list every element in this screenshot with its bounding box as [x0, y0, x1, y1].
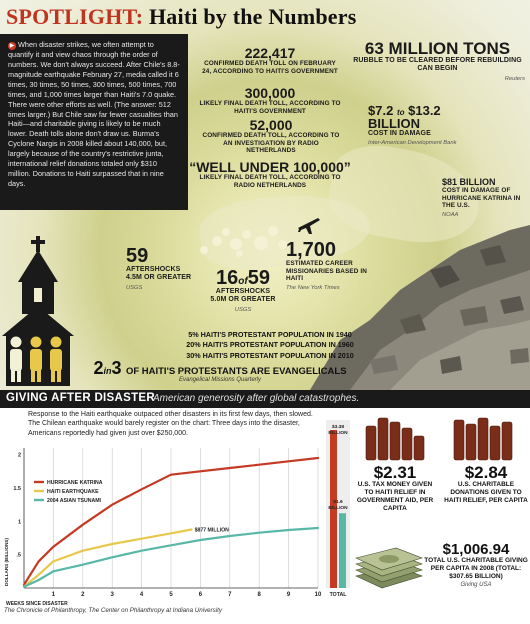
- cost-source: Inter-American Development Bank: [368, 140, 457, 147]
- aftershocks5-b: 59: [247, 267, 270, 289]
- evangelicals-in: in: [103, 366, 112, 376]
- total-giving-stat: [422, 542, 530, 588]
- annotation-label: $877 MILLION: [194, 527, 229, 534]
- toll-radio-netherlands: [198, 118, 344, 155]
- aftershocks5-source: USGS: [234, 306, 252, 313]
- aftershocks5-of: of: [238, 276, 248, 287]
- chart-intro: Response to the Haiti earthquake outpaced other disasters in its first few days, then slowed. The Chilean earthquake would barely register on the chart: Three days into the disaster, Americans reportedly had given just over $250,000.: [28, 411, 313, 437]
- protestant-line: 30% HAITI'S PROTESTANT POPULATION IN 2010: [186, 350, 354, 360]
- protestant-line: 20% HAITI'S PROTESTANT POPULATION IN 1960: [186, 340, 354, 350]
- katrina-value: $81 BILLION: [442, 177, 496, 187]
- giving-title: GIVING AFTER DISASTER: [6, 392, 155, 404]
- rubble-desc: RUBBLE TO BE CLEARED BEFORE REBUILDING CAN BEGIN: [353, 57, 522, 73]
- toll-desc: LIKELY FINAL DEATH TOLL, ACCORDING TO HAITI'S GOVERNMENT: [199, 100, 341, 115]
- total-bar-label: BILLION: [328, 506, 348, 512]
- tax-stat: [356, 464, 434, 514]
- toll-desc: CONFIRMED DEATH TOLL ON FEBRUARY 24, ACCORDING TO HAITI'S GOVERNMENT: [202, 60, 338, 75]
- aftershock-dot: [254, 236, 268, 250]
- x-tick-label: 7: [228, 592, 232, 598]
- total-bar: [339, 513, 346, 588]
- toll-value: 222,417: [244, 45, 296, 61]
- katrina-desc: COST IN DAMAGE OF HURRICANE KATRINA IN THE U.S.: [442, 187, 521, 210]
- credits: The Chronicle of Philanthropy, The Center on Philanthropy at Indiana University: [4, 607, 222, 614]
- x-tick-label: 2: [81, 592, 85, 598]
- aftershock-dot: [222, 228, 230, 236]
- x-tick-label: 1: [51, 592, 56, 598]
- cost-stat: [368, 104, 458, 146]
- aftershock-dot: [212, 236, 222, 246]
- aftershock-dot: [268, 226, 278, 236]
- protestant-percentages: [120, 330, 420, 361]
- toll-desc: LIKELY FINAL DEATH TOLL, ACCORDING TO RADIO NETHERLANDS: [199, 174, 341, 189]
- missionaries-value: 1,700: [286, 239, 337, 261]
- total-giving-source: Giving USA: [460, 582, 492, 589]
- rubble-stat: [350, 40, 525, 82]
- protestant-line: 5% HAITI'S PROTESTANT POPULATION IN 1940: [188, 330, 352, 339]
- rubble-value: 63 MILLION TONS: [364, 39, 511, 58]
- tax-desc: U.S. TAX MONEY GIVEN TO HAITI RELIEF IN GOVERNMENT AID, PER CAPITA: [356, 481, 434, 513]
- evangelicals-b: 3: [111, 358, 122, 378]
- x-tick-label: 3: [110, 592, 114, 598]
- toll-value: 52,000: [249, 117, 293, 133]
- aftershocks-stat: [126, 246, 196, 291]
- legend-label: HURRICANE KATRINA: [47, 480, 103, 486]
- toll-desc: CONFIRMED DEATH TOLL, ACCORDING TO AN INVESTIGATION BY RADIO NETHERLANDS: [202, 132, 340, 155]
- missionaries-source: The New York Times: [286, 285, 340, 292]
- tax-value: $2.31: [373, 463, 417, 482]
- x-tick-label: 6: [198, 592, 203, 598]
- giving-subtitle: American generosity after global catastrophes.: [153, 393, 360, 404]
- cost-value-b: $13.2: [408, 103, 441, 118]
- charity-value: $2.84: [464, 463, 508, 482]
- aftershock-dot: [200, 246, 208, 254]
- legend-label: 2004 ASIAN TSUNAMI: [47, 498, 101, 504]
- coin-stack-icon: [364, 416, 434, 462]
- people-icon: [4, 334, 68, 384]
- aftershocks-source: USGS: [126, 284, 143, 291]
- total-bar-label: BILLION: [328, 431, 348, 436]
- cost-to: to: [396, 108, 405, 117]
- rubble-source: Reuters: [504, 75, 525, 82]
- total-giving-desc: TOTAL U.S. CHARITABLE GIVING PER CAPITA IN 2008 (TOTAL: $307.65 BILLION): [424, 557, 528, 581]
- x-tick-label: 4: [139, 592, 144, 598]
- giving-section: [0, 408, 530, 624]
- aftershock-dot: [242, 230, 251, 239]
- y-tick-label: 2: [17, 452, 21, 459]
- coin-stack-icon: [452, 416, 524, 462]
- giving-header-bar: [0, 390, 530, 408]
- charity-desc: U.S. CHARITABLE DONATIONS GIVEN TO HAITI RELIEF, PER CAPITA: [444, 481, 528, 505]
- x-axis-label: WEEKS SINCE DISASTER: [6, 601, 68, 607]
- evangelicals-tail: OF HAITI'S PROTESTANTS ARE EVANGELICALS: [125, 366, 347, 377]
- x-tick-label: 9: [286, 592, 291, 598]
- y-axis-label: DOLLARS (BILLIONS): [4, 538, 9, 586]
- aftershocks5-desc: AFTERSHOCKS 5.0M OR GREATER: [210, 288, 276, 304]
- aftershock-dot: [230, 238, 242, 250]
- page-title: [6, 4, 357, 30]
- cost-value-a: $7.2: [368, 103, 394, 118]
- legend-label: HAITI EARTHQUAKE: [47, 489, 99, 495]
- title-text: Haiti by the Numbers: [149, 4, 357, 29]
- toll-value: “WELL UNDER 100,000”: [189, 159, 351, 175]
- aftershocks-desc: AFTERSHOCKS 4.5M OR GREATER: [126, 266, 192, 282]
- y-tick-label: .5: [16, 552, 21, 559]
- aftershocks5-a: 16: [216, 267, 239, 289]
- total-bar-label: $1.6: [333, 500, 343, 506]
- per-capita-panel: [352, 408, 530, 624]
- x-tick-label: 5: [169, 592, 173, 598]
- y-tick-label: 1.5: [13, 486, 21, 492]
- arrow-icon: ▶: [9, 43, 15, 49]
- cost-unit: BILLION: [368, 116, 420, 131]
- evangelicals-stat: [70, 358, 370, 383]
- toll-value: 300,000: [244, 85, 296, 101]
- toll-likely-final: [196, 86, 344, 115]
- intro-text: When disaster strikes, we often attempt to quantify it and view chaos through the order of numbers. We don't always succeed. After Chile's 8.8-magnitude earthquake February 27, media called it 6 times, 30 times, 50 times, 300 times, 500 times, 700 times, and 1,000 times larger than Haiti's 7.0 quake. There were other efforts as well. (The answer: 512 times larger.) But Chile saw far fewer casualties than Haiti—and charitable giving is likely to be much lower. Death tolls alone don't draw us. Burma's Cyclone Nargis in 2008 killed about 140,000, but, largely because of the country's restrictive junta, international relief donations totaled only $310 million. Donations to Haiti surpassed that in nine days.: [8, 40, 180, 188]
- aftershocks5-stat: [208, 268, 278, 313]
- charity-stat: [444, 464, 528, 505]
- evangelicals-source: Evangelical Missions Quarterly: [178, 377, 262, 383]
- intro-box: [0, 34, 188, 210]
- cost-desc: COST IN DAMAGE: [368, 130, 431, 137]
- toll-well-under: [188, 160, 352, 189]
- missionaries-desc: ESTIMATED CAREER MISSIONARIES BASED IN HAITI: [286, 260, 367, 283]
- katrina-source: NOAA: [442, 212, 459, 219]
- x-tick-label: 10: [314, 592, 322, 598]
- evangelicals-a: 2: [93, 358, 104, 378]
- aftershock-dot: [236, 250, 243, 257]
- money-stack-icon: [352, 536, 426, 594]
- x-tick-label: 8: [257, 592, 261, 598]
- aftershocks5-ratio: [208, 268, 278, 288]
- total-label: TOTAL: [329, 592, 347, 598]
- spotlight-label: SPOTLIGHT:: [6, 4, 144, 29]
- toll-confirmed: [200, 46, 340, 75]
- total-giving-value: $1,006.94: [442, 541, 510, 558]
- total-bar-label: $3.38: [331, 425, 345, 430]
- aftershocks-value: 59: [126, 245, 149, 267]
- y-tick-label: 1: [17, 519, 21, 526]
